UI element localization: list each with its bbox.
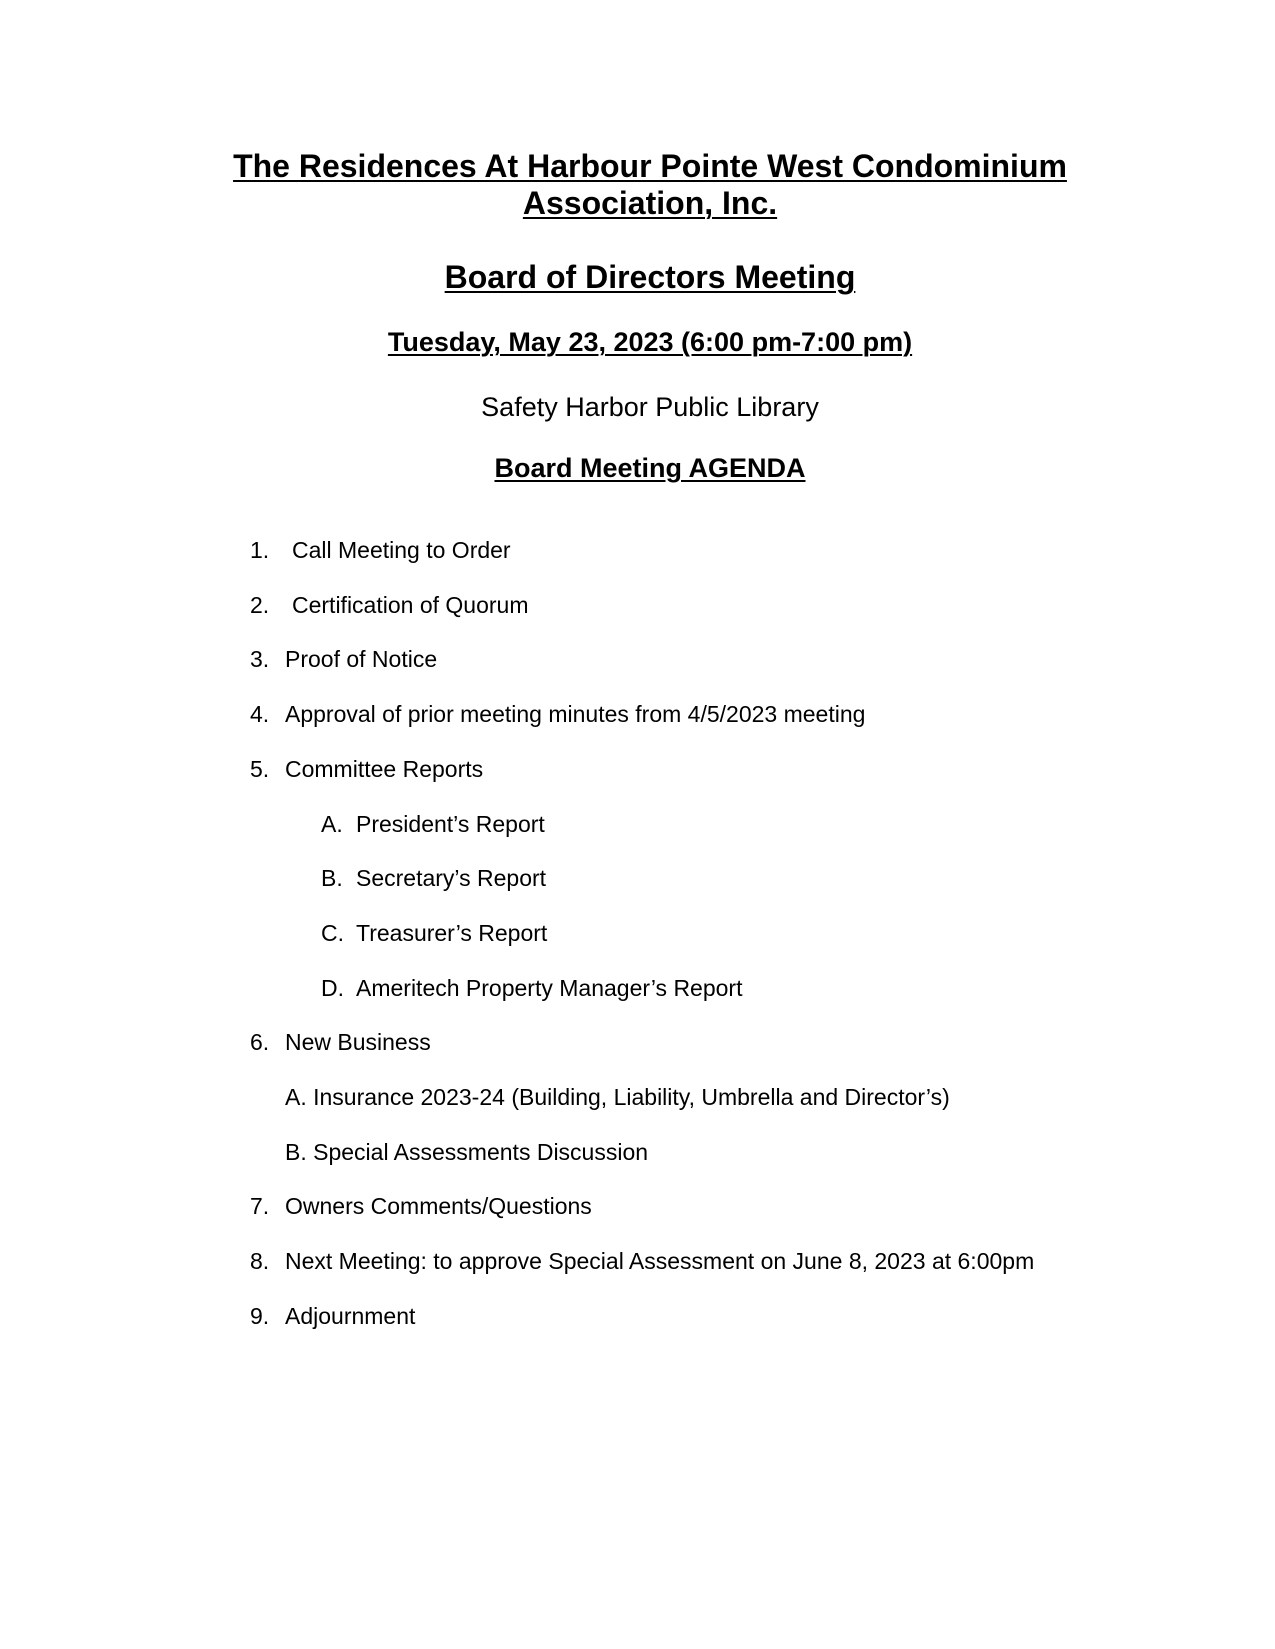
agenda-item-text: New Business bbox=[285, 1029, 431, 1055]
meeting-venue: Safety Harbor Public Library bbox=[481, 392, 819, 422]
agenda-item-text: Next Meeting: to approve Special Assessment on June 8, 2023 at 6:00pm bbox=[285, 1248, 1035, 1274]
agenda-subitem-text: Treasurer’s Report bbox=[356, 920, 548, 946]
agenda-item-number: 8. bbox=[250, 1248, 270, 1274]
agenda-item-number: 2. bbox=[250, 592, 270, 618]
agenda-subitem-letter: D. bbox=[321, 975, 344, 1001]
agenda-item-text: Proof of Notice bbox=[285, 646, 438, 672]
agenda-item-text: Owners Comments/Questions bbox=[285, 1193, 592, 1219]
agenda-item-number: 1. bbox=[250, 537, 270, 563]
meeting-date: Tuesday, May 23, 2023 (6:00 pm-7:00 pm) bbox=[387, 327, 913, 357]
agenda-title: Board Meeting AGENDA bbox=[494, 453, 806, 483]
agenda-item-number: 5. bbox=[250, 756, 270, 782]
agenda-item-number: 7. bbox=[250, 1193, 270, 1219]
agenda-subitem-letter: B. bbox=[321, 865, 343, 891]
agenda-item-text: Adjournment bbox=[285, 1303, 416, 1329]
agenda-item-number: 4. bbox=[250, 701, 270, 727]
agenda-item-number: 3. bbox=[250, 646, 270, 672]
agenda-subitem-text: B. Special Assessments Discussion bbox=[285, 1139, 649, 1165]
agenda-item-text: Approval of prior meeting minutes from 4/5/2023 meeting bbox=[285, 701, 866, 727]
agenda-subitem-text: Secretary’s Report bbox=[356, 865, 547, 891]
agenda-item-text: Call Meeting to Order bbox=[292, 537, 511, 563]
agenda-item-text: Committee Reports bbox=[285, 756, 484, 782]
meeting-title: Board of Directors Meeting bbox=[444, 259, 856, 295]
agenda-item-number: 9. bbox=[250, 1303, 270, 1329]
agenda-subitem-text: President’s Report bbox=[356, 811, 545, 837]
agenda-subitem-text: A. Insurance 2023-24 (Building, Liability, Umbrella and Director’s) bbox=[285, 1084, 950, 1110]
agenda-subitem-letter: C. bbox=[321, 920, 344, 946]
org-name-line-1: The Residences At Harbour Pointe West Condominium bbox=[233, 148, 1067, 184]
agenda-item-number: 6. bbox=[250, 1029, 270, 1055]
agenda-item-text: Certification of Quorum bbox=[292, 592, 529, 618]
agenda-subitem-text: Ameritech Property Manager’s Report bbox=[356, 975, 743, 1001]
org-name-line-2: Association, Inc. bbox=[522, 185, 778, 221]
agenda-subitem-letter: A. bbox=[321, 811, 343, 837]
